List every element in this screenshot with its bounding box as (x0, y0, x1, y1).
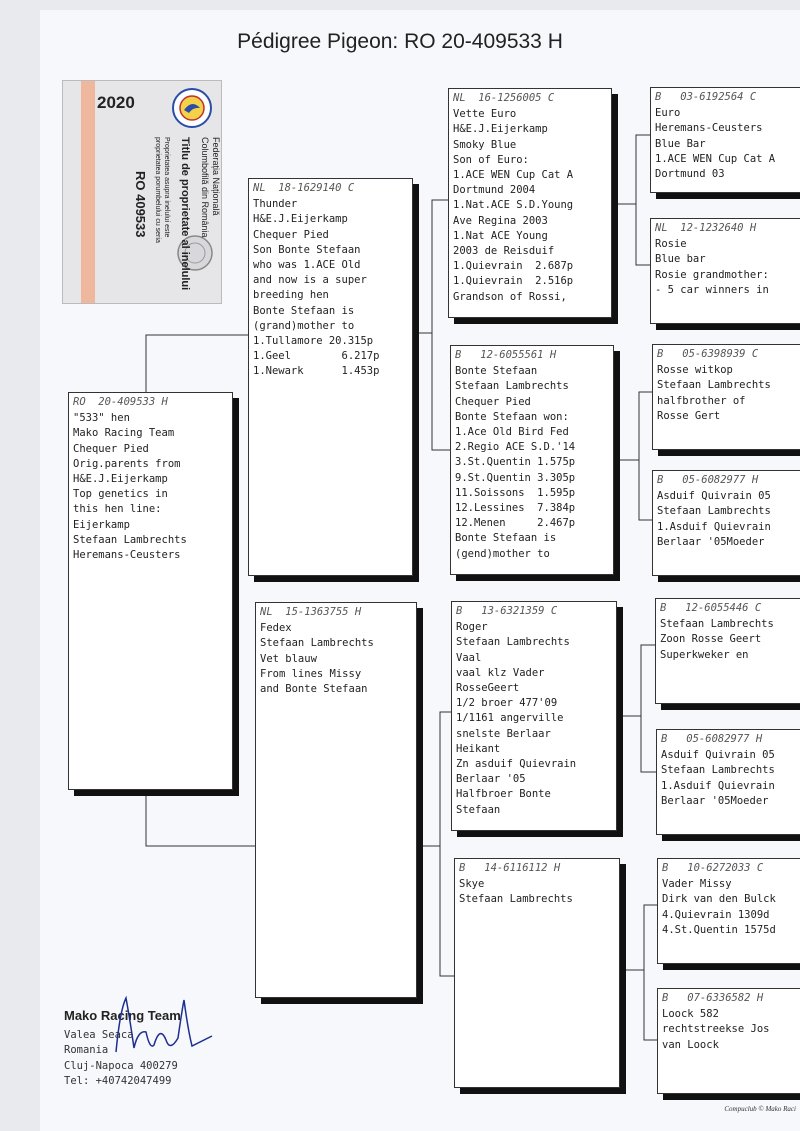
pigeon-line: Berlaar '05Moeder (661, 794, 769, 807)
pigeon-line: Loock 582 (662, 1008, 719, 1021)
pigeon-line: - 5 car winners in (655, 283, 769, 296)
pigeon-line: 4.Quievrain 1309d (662, 908, 770, 921)
pigeon-line: 1.Quievrain 2.687p (453, 260, 574, 273)
pigeon-line: Rosse Gert (657, 409, 721, 422)
pigeon-line: Stefaan Lambrechts (73, 533, 187, 546)
pigeon-line: RosseGeert (456, 682, 520, 695)
pigeon-line: Heremans-Ceusters (655, 122, 763, 135)
ring-id: NL 12-1232640 H (655, 222, 757, 234)
pigeon-line: Chequer Pied (73, 442, 149, 455)
pigeon-line: Chequer Pied (455, 395, 531, 408)
pigeon-line: Berlaar '05Moeder (657, 535, 765, 548)
pigeon-card-dam-dam (454, 858, 620, 1088)
pigeon-line: Bonte Stefaan is (253, 304, 355, 317)
pigeon-line: Berlaar '05 (456, 773, 526, 786)
pigeon-line: rechtstreekse Jos (662, 1023, 770, 1036)
pigeon-card-subject (68, 392, 233, 790)
pigeon-line: Bonte Stefaan won: (455, 410, 569, 423)
pigeon-card-sss (650, 87, 800, 193)
pigeon-line: "533" hen (73, 412, 130, 425)
ring-id: B 05-6398939 C (657, 348, 759, 360)
pigeon-card-sire (248, 178, 413, 576)
pigeon-line: Dirk van den Bulck (662, 893, 776, 906)
pigeon-line: Stefaan Lambrechts (660, 618, 774, 631)
pigeon-line: 1.Asduif Quievrain (657, 520, 771, 533)
pigeon-card-sdd (652, 470, 800, 576)
pigeon-line: Rosse witkop (657, 364, 733, 377)
pigeon-line: Stefaan Lambrechts (459, 893, 573, 906)
pigeon-line: Bonte Stefaan is (455, 532, 557, 545)
pigeon-line: Stefaan Lambrechts (455, 380, 569, 393)
ring-id: B 05-6082977 H (657, 474, 759, 486)
pigeon-line: H&E.J.Eijerkamp (73, 473, 168, 486)
pigeon-line: H&E.J.Eijerkamp (453, 123, 548, 136)
pigeon-line: Fedex (260, 622, 292, 635)
pigeon-line: H&E.J.Eijerkamp (253, 213, 348, 226)
pigeon-line: Top genetics in (73, 488, 168, 501)
ring-id: B 14-6116112 H (459, 862, 561, 874)
pigeon-line: 12.Menen 2.467p (455, 517, 576, 530)
pigeon-line: 4.St.Quentin 1575d (662, 923, 776, 936)
pigeon-line: and Bonte Stefaan (260, 683, 368, 696)
pigeon-line: Asduif Quivrain 05 (657, 490, 771, 503)
pigeon-line: 1.Ace Old Bird Fed (455, 426, 569, 439)
pigeon-line: 1.Nat.ACE S.D.Young (453, 199, 574, 212)
pigeon-line: Grandson of Rossi, (453, 290, 567, 303)
pigeon-card-dsd (656, 729, 800, 835)
pigeon-line: and now is a super (253, 274, 367, 287)
pigeon-line: Vader Missy (662, 878, 732, 891)
pigeon-line: Vet blauw (260, 652, 317, 665)
pigeon-card-dam-sire (451, 601, 617, 831)
pigeon-line: 1.Quievrain 2.516p (453, 275, 574, 288)
pigeon-line: vaal klz Vader (456, 666, 545, 679)
pigeon-line: Dortmund 2004 (453, 184, 536, 197)
ring-id: B 03-6192564 C (655, 91, 757, 103)
tag-subtitle: Proprietatea asupra inelului este proprietatea porumbelului cu seria (154, 137, 170, 243)
pigeon-line: breeding hen (253, 289, 329, 302)
pigeon-line: Zn asduif Quievrain (456, 758, 577, 771)
address-line: Valea Seaca (64, 1028, 134, 1041)
pigeon-line: 1/2 broer 477'09 (456, 697, 558, 710)
pigeon-line: Vette Euro (453, 108, 517, 121)
pigeon-line: 11.Soissons 1.595p (455, 486, 576, 499)
pigeon-line: Thunder (253, 198, 298, 211)
pigeon-line: Stefaan Lambrechts (661, 764, 775, 777)
pigeon-line: Heikant (456, 742, 501, 755)
pigeon-line: Roger (456, 621, 488, 634)
pigeon-line: Stefaan Lambrechts (657, 379, 771, 392)
pigeon-card-dds (657, 858, 800, 964)
federation-name: Federația Națională Columbofilă din România (200, 137, 221, 238)
pigeon-line: 1.Geel 6.217p (253, 350, 380, 363)
pigeon-line: Mako Racing Team (73, 427, 175, 440)
pigeon-line: Zoon Rosse Geert (660, 633, 762, 646)
pigeon-line: Stefaan Lambrechts (657, 505, 771, 518)
pigeon-line: Asduif Quivrain 05 (661, 749, 775, 762)
pigeon-line: Chequer Pied (253, 228, 329, 241)
signature-icon (108, 990, 218, 1065)
pigeon-card-sds (652, 344, 800, 450)
pigeon-line: Euro (655, 107, 681, 120)
ring-id: B 12-6055561 H (455, 349, 557, 361)
pigeon-line: 1.Tullamore 20.315p (253, 335, 374, 348)
pigeon-line: snelste Berlaar (456, 727, 551, 740)
ring-id: B 07-6336582 H (662, 992, 764, 1004)
pigeon-card-dam (255, 602, 417, 998)
phone-line: Tel: +40742047499 (64, 1075, 172, 1087)
pigeon-line: Smoky Blue (453, 138, 517, 151)
pigeon-line: Eijerkamp (73, 518, 130, 531)
pigeon-line: Orig.parents from (73, 457, 181, 470)
pigeon-line: Son of Euro: (453, 153, 529, 166)
pigeon-line: Rosie grandmother: (655, 268, 769, 281)
pigeon-line: Vaal (456, 651, 482, 664)
ring-id: NL 18-1629140 C (253, 182, 355, 194)
pigeon-line: From lines Missy (260, 667, 362, 680)
pigeon-line: Son Bonte Stefaan (253, 243, 361, 256)
pigeon-card-dss (655, 598, 800, 704)
pigeon-line: 1.Asduif Quievrain (661, 779, 775, 792)
pigeon-card-sire-sire (448, 88, 612, 318)
pigeon-line: who was 1.ACE Old (253, 259, 361, 272)
pigeon-line: van Loock (662, 1038, 719, 1051)
ring-id: B 13-6321359 C (456, 605, 558, 617)
pigeon-line: Ave Regina 2003 (453, 214, 548, 227)
pigeon-line: 1.Newark 1.453p (253, 365, 380, 378)
pigeon-line: Skye (459, 878, 485, 891)
ring-id: NL 16-1256005 C (453, 92, 555, 104)
pigeon-line: Blue bar (655, 253, 706, 266)
pigeon-card-sire-dam (450, 345, 614, 575)
ring-id: B 10-6272033 C (662, 862, 764, 874)
pigeon-line: 2003 de Reisduif (453, 245, 555, 258)
pigeon-line: Superkweker en (660, 648, 749, 661)
pigeon-card-ddd (657, 988, 800, 1094)
ring-id: B 05-6082977 H (661, 733, 763, 745)
pigeon-line: this hen line: (73, 503, 162, 516)
pigeon-line: Halfbroer Bonte (456, 788, 551, 801)
pigeon-line: (grand)mother to (253, 319, 355, 332)
page-title: Pédigree Pigeon: RO 20-409533 H (237, 30, 563, 53)
pigeon-line: Stefaan Lambrechts (260, 637, 374, 650)
ring-id: RO 20-409533 H (73, 396, 168, 408)
team-name: Mako Racing Team (64, 1008, 181, 1023)
pigeon-card-ssd (650, 218, 800, 324)
tag-year: 2020 (97, 93, 135, 112)
address-line: Cluj-Napoca 400279 (64, 1059, 178, 1072)
pigeon-line: Stefaan Lambrechts (456, 636, 570, 649)
pigeon-line: Rosie (655, 238, 687, 251)
tag-title: Titlu de proprietate al inelului (179, 137, 191, 291)
pigeon-line: 9.St.Quentin 3.305p (455, 471, 576, 484)
pigeon-line: halfbrother of (657, 394, 746, 407)
pigeon-line: Heremans-Ceusters (73, 549, 181, 562)
pigeon-line: Stefaan (456, 803, 501, 816)
pigeon-line: Bonte Stefaan (455, 365, 538, 378)
pigeon-line: Dortmund 03 (655, 168, 725, 181)
pigeon-line: 1.ACE WEN Cup Cat A (453, 169, 574, 182)
ring-number: RO 409533 (133, 171, 148, 238)
pigeon-line: 1/1161 angerville (456, 712, 564, 725)
pigeon-line: 3.St.Quentin 1.575p (455, 456, 576, 469)
ring-id: NL 15-1363755 H (260, 606, 362, 618)
pigeon-line: 1.ACE WEN Cup Cat A (655, 152, 776, 165)
pigeon-line: Blue Bar (655, 137, 706, 150)
software-credit: Compuclub © Mako Raci (724, 1105, 796, 1113)
pigeon-line: 12.Lessines 7.384p (455, 502, 576, 515)
ring-id: B 12-6055446 C (660, 602, 762, 614)
pigeon-line: 2.Regio ACE S.D.'14 (455, 441, 576, 454)
pigeon-line: (gend)mother to (455, 547, 550, 560)
address-line: Romania (64, 1044, 109, 1056)
pigeon-line: 1.Nat ACE Young (453, 229, 548, 242)
